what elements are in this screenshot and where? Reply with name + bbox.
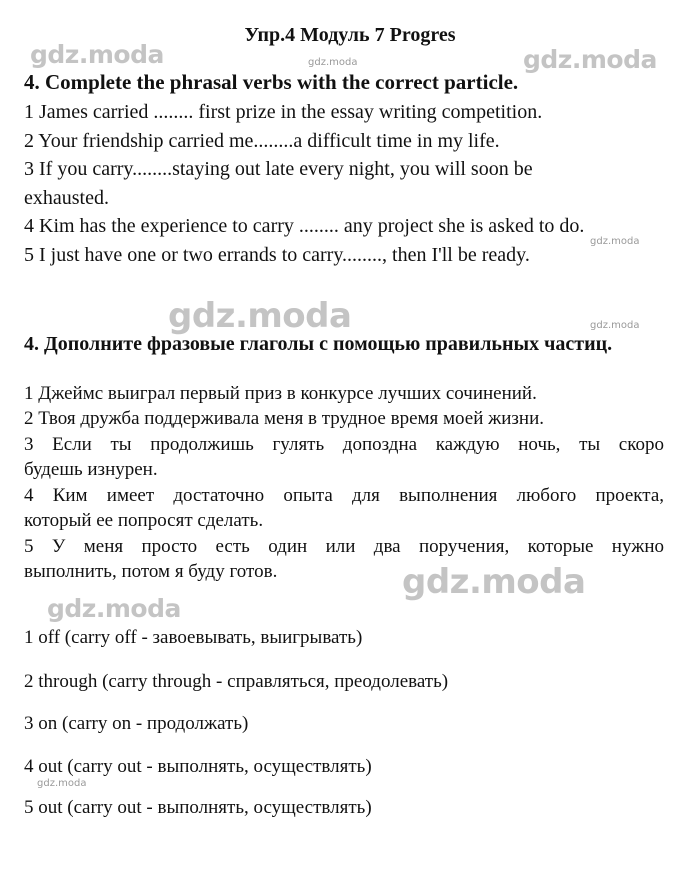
russian-item: 2 Твоя дружба поддерживала меня в трудное время моей жизни.: [24, 408, 545, 429]
watermark-small: gdz.moda: [308, 57, 358, 68]
russian-item: который ее попросят сделать.: [24, 510, 264, 531]
russian-item: будешь изнурен.: [24, 459, 158, 480]
russian-item: 4 Ким имеет достаточно опыта для выполнения любого проекта,: [24, 485, 664, 506]
russian-item: выполнить, потом я буду готов.: [24, 561, 278, 582]
english-item: exhausted.: [24, 187, 109, 209]
watermark-small: gdz.moda: [590, 320, 640, 331]
watermark-small: gdz.moda: [590, 236, 640, 247]
english-item: 1 James carried ........ first prize in the essay writing competition.: [24, 101, 543, 123]
russian-item: 1 Джеймс выиграл первый приз в конкурсе лучших сочинений.: [24, 383, 537, 404]
english-item: 3 If you carry........staying out late every night, you will soon be: [24, 158, 533, 180]
answer-item: 4 out (carry out - выполнять, осуществлять): [24, 756, 372, 777]
russian-item: 3 Если ты продолжишь гулять допоздна каждую ночь, ты скоро: [24, 434, 664, 455]
watermark-logo: gdz.moda: [47, 594, 181, 623]
answer-item: 5 out (carry out - выполнять, осуществлять): [24, 797, 372, 818]
watermark-logo: gdz.moda: [168, 296, 352, 336]
watermark-small: gdz.moda: [37, 778, 87, 789]
english-item: 5 I just have one or two errands to carry........, then I'll be ready.: [24, 244, 530, 266]
answer-item: 2 through (carry through - справляться, преодолевать): [24, 671, 449, 692]
english-item: 4 Kim has the experience to carry ........ any project she is asked to do.: [24, 215, 585, 237]
watermark-logo: gdz.moda: [523, 45, 657, 74]
watermark-logo: gdz.moda: [30, 40, 164, 69]
russian-item: 5 У меня просто есть один или два поручения, которые нужно: [24, 536, 664, 557]
english-heading: 4. Complete the phrasal verbs with the correct particle.: [24, 70, 519, 94]
russian-heading: 4. Дополните фразовые глаголы с помощью правильных частиц.: [24, 333, 613, 355]
english-item: 2 Your friendship carried me........a difficult time in my life.: [24, 130, 500, 152]
answer-item: 3 on (carry on - продолжать): [24, 713, 249, 734]
page-title: Упр.4 Модуль 7 Progres: [244, 24, 456, 46]
watermark-logo: gdz.moda: [402, 562, 586, 602]
answer-item: 1 off (carry off - завоевывать, выигрывать): [24, 627, 363, 648]
